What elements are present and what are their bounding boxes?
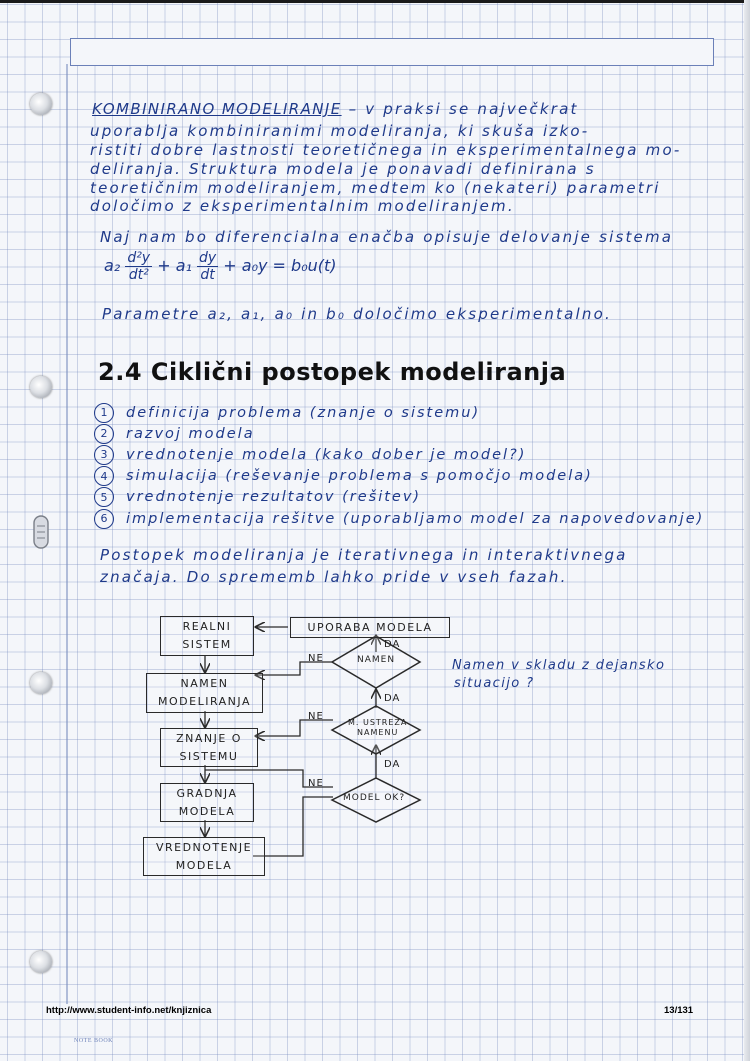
box-znanje-line2: SISTEMU — [179, 749, 239, 763]
box-vrednotenje-modela — [143, 837, 265, 876]
da-label-3: DA — [384, 759, 401, 770]
question-line-1: Namen v skladu z dejansko — [452, 658, 666, 673]
coef-a1: + a₁ — [157, 256, 192, 275]
intro-line-4: deliranja. Struktura modela je ponavadi definirana s — [90, 160, 596, 178]
box-realni-line2: SISTEM — [182, 638, 232, 651]
note-line-1: Postopek modeliranja je iterativnega in interaktivnega — [100, 546, 628, 564]
step-number: 3 — [94, 445, 114, 465]
step-number: 2 — [94, 424, 114, 444]
step-number: 4 — [94, 466, 114, 486]
box-gradnja-line2: MODELA — [178, 804, 236, 818]
second-derivative-den: dt² — [128, 267, 149, 283]
notebook-brand: NOTE BOOK — [74, 1038, 113, 1044]
coef-a2: a₂ — [104, 256, 121, 275]
da-label-1: DA — [384, 639, 401, 650]
ne-label-3: NE — [308, 778, 324, 789]
footer-url: http://www.student-info.net/knjiznica — [46, 1005, 212, 1016]
box-gradnja-modela — [160, 783, 254, 822]
box-znanje-line1: ZNANJE O — [176, 731, 242, 745]
step-text: razvoj modela — [126, 425, 255, 442]
line-vrednotenje-diamond — [253, 797, 333, 856]
box-uporaba-modela — [290, 617, 450, 638]
intro-line-3: ristiti dobre lastnosti teoretičnega in eksperimentalnega mo- — [90, 141, 682, 159]
section-heading: 2.4 Ciklični postopek modeliranja — [98, 358, 567, 386]
diamond-namen-label: NAMEN — [357, 655, 396, 665]
box-realni-sistem — [160, 616, 254, 656]
second-derivative-num: d²y — [127, 250, 151, 266]
diamond-modelok-label: MODEL OK? — [343, 793, 406, 803]
step-number: 6 — [94, 509, 114, 529]
box-namen-line2: MODELIRANJA — [158, 695, 251, 708]
step-text: simulacija (reševanje problema s pomočjo modela) — [126, 468, 593, 485]
box-uporaba-text: UPORABA MODELA — [307, 620, 433, 634]
step-text: definicija problema (znanje o sistemu) — [126, 404, 481, 421]
step-number: 5 — [94, 487, 114, 507]
da-label-2: DA — [384, 693, 401, 704]
step-text: vrednotenje modela (kako dober je model?) — [126, 446, 527, 463]
equation-intro: Naj nam bo diferencialna enačba opisuje delovanje sistema — [100, 228, 674, 246]
intro-text-1: – v praksi se največkrat — [348, 100, 579, 118]
diamond-ustreza-line1: M. USTREZA — [348, 718, 408, 727]
first-derivative-den: dt — [200, 267, 215, 283]
box-vrednotenje-line1: VREDNOTENJE — [155, 840, 253, 854]
box-gradnja-line1: GRADNJA — [176, 786, 238, 800]
page-number: 13/131 — [664, 1005, 694, 1016]
equation-rest: + a₀y = b₀u(t) — [223, 256, 337, 275]
step-text: vrednotenje rezultatov (rešitev) — [126, 489, 422, 506]
diamond-ustreza-line2: NAMENU — [357, 728, 399, 737]
first-derivative-num: dy — [199, 250, 217, 266]
box-vrednotenje-line2: MODELA — [175, 858, 233, 872]
ne-label-2: NE — [308, 711, 324, 722]
box-namen-modeliranja — [146, 673, 263, 713]
step-text: implementacija rešitve (uporabljamo model za napovedovanje) — [126, 510, 705, 527]
box-namen-line1: NAMEN — [180, 677, 229, 690]
step-number: 1 — [94, 403, 114, 423]
box-realni-line1: REALNI — [182, 620, 232, 633]
intro-title: KOMBINIRANO MODELIRANJE — [92, 100, 342, 118]
question-line-2: situacijo ? — [454, 676, 535, 691]
box-znanje-o-sistemu — [160, 728, 258, 767]
intro-line-6: določimo z eksperimentalnim modeliranjem. — [90, 197, 515, 215]
note-line-2: značaja. Do sprememb lahko pride v vseh fazah. — [100, 568, 568, 586]
parameters-line: Parametre a₂, a₁, a₀ in b₀ določimo eksperimentalno. — [102, 305, 612, 323]
line-ne-2 — [256, 720, 333, 736]
diamond-ustreza-label — [348, 718, 407, 738]
intro-line-5: teoretičnim modeliranjem, medtem ko (nekateri) parametri — [90, 179, 661, 197]
intro-line-2: uporablja kombiniranimi modeliranja, ki skuša izko- — [90, 122, 590, 140]
ne-label-1: NE — [308, 653, 324, 664]
